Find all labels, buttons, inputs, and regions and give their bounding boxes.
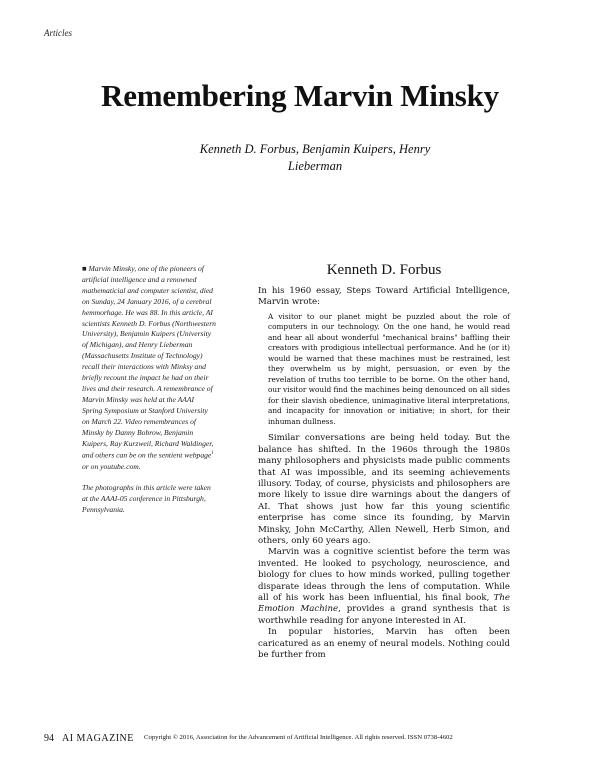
abstract-text: Marvin Minsky, one of the pioneers of artificial intelligence and a renowned mathematicial and computer scientist, died on Sunday, 24 January 2016, of a cerebral hemmorhage. He was 88. In this article, AI scientists Kenneth D. Forbus (Northwestern University), Benjamin Kuipers (University of Michigan), and Henry Lieberman (Massachusetts Institute of Technology) recall their interactions with Minksy and briefly recount the impact he had on their lives and their research. A remembrance of Marvin Minsky was held at the AAAI Spring Symposium at Stanford University on March 22. Video remembrances of Minsky by Danny Bobrow, Benjamin Kuipers, Ray Kurzweil, Richard Waldinger, and others can be on the sentient webpage (82, 264, 216, 460)
section-heading: Kenneth D. Forbus (326, 262, 442, 278)
body-paragraph: In popular histories, Marvin has often been caricatured as an enemy of neural models. Nothing could be further from (258, 627, 510, 661)
magazine-name: AI MAGAZINE (62, 733, 134, 744)
footnote-marker[interactable]: 1 (211, 451, 214, 457)
photo-note: The photographs in this article were taken at the AAAI-05 conference in Pittsburgh, Pennsylvania. (82, 482, 211, 514)
page-number: 94 (44, 733, 54, 744)
section-label: Articles (44, 28, 72, 38)
abstract-sidebar (82, 264, 216, 525)
body-paragraph (258, 547, 510, 627)
book-title: The Emotion Machine (258, 593, 510, 615)
article-title: Remembering Marvin Minsky (101, 78, 499, 113)
paragraph-text: Marvin was a cognitive scientist before the term was invented. He looked to psychology, neuroscience, and biology for clues to how minds worked, pulling together disparate ideas through the lens of computation. While all of his work has been influential, his final book, (258, 547, 510, 603)
abstract-text-end: or on youtube.com. (82, 461, 141, 471)
article-authors: Kenneth D. Forbus, Benjamin Kuipers, Henry Lieberman (199, 142, 431, 173)
bullet-square-icon: ■ (82, 264, 87, 273)
copyright-notice: Copyright © 2016, Association for the Advancement of Artificial Intelligence. All rights reserved. ISSN 0738-4602 (144, 734, 453, 741)
main-column (258, 262, 510, 661)
paragraph-text: , provides a grand synthesis that is worthwhile reading for anyone interested in AI. (258, 604, 510, 626)
block-quote: A visitor to our planet might be puzzled about the role of computers in our technology. On the one hand, he would read and hear all about wonderful "mechanical brains" baffling their creators with prodigious intellectual performance. And he (or it) would be warned that these machines must be restrained, lest they overwhelm us by might, persuasion, or even by the revelation of truths too terrible to be borne. On the other hand, our visitor would find the machines being denounced on all sides for their slavish obedience, unimaginative literal interpretations, and incapacity for innovation or initiative; in short, for their inhuman dullness. (268, 311, 510, 426)
page-footer (44, 733, 514, 745)
abstract-paragraph (82, 264, 216, 473)
intro-paragraph: In his 1960 essay, Steps Toward Artificial Intelligence, Marvin wrote: (258, 286, 510, 308)
body-paragraph: Similar conversations are being held today. But the balance has shifted. In the 1960s through the 1980s many philosophers and physicists made public comments that AI was impossible, and its seeming achievements illusory. Today, of course, physicists and philosophers are more likely to issue dire warnings about the dangers of AI. That shows just how far this young scientific enterprise has come since its founding, by Marvin Minsky, John McCarthy, Allen Newell, Herb Simon, and others, only 60 years ago. (258, 433, 510, 546)
